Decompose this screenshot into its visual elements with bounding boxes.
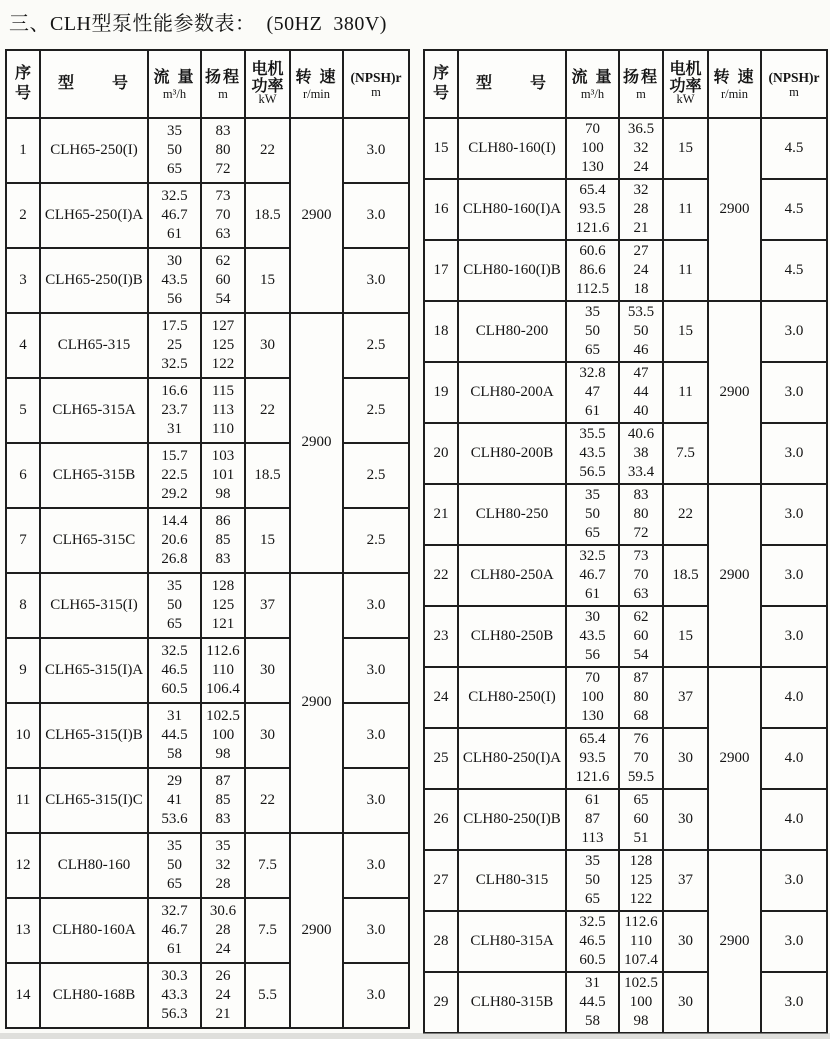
cell-model: CLH65-250(I)	[40, 118, 148, 183]
cell-head: 62 60 54	[619, 606, 663, 667]
cell-model: CLH80-168B	[40, 963, 148, 1028]
table-row	[6, 378, 409, 443]
table-row	[424, 850, 827, 911]
table-row	[424, 972, 827, 1033]
cell-power: 30	[245, 638, 290, 703]
cell-model: CLH80-250B	[458, 606, 566, 667]
table-row	[424, 179, 827, 240]
column-header-speed	[708, 50, 761, 118]
header-label: 扬程	[622, 68, 659, 86]
cell-flow: 65.4 93.5 121.6	[566, 179, 619, 240]
table-row	[424, 240, 827, 301]
cell-flow: 15.7 22.5 29.2	[148, 443, 201, 508]
cell-head: 83 80 72	[201, 118, 245, 183]
cell-index: 4	[6, 313, 40, 378]
cell-flow: 30.3 43.3 56.3	[148, 963, 201, 1028]
cell-model: CLH80-160(I)A	[458, 179, 566, 240]
cell-index: 19	[424, 362, 458, 423]
cell-flow: 30 43.5 56	[566, 606, 619, 667]
cell-npsh: 3.0	[343, 118, 409, 183]
table-row	[6, 638, 409, 703]
cell-flow: 32.5 46.5 60.5	[566, 911, 619, 972]
cell-flow: 70 100 130	[566, 118, 619, 179]
header-label: (NPSH)r	[350, 69, 402, 85]
cell-head: 102.5 100 98	[619, 972, 663, 1033]
column-header-head	[619, 50, 663, 118]
cell-npsh: 2.5	[343, 508, 409, 573]
cell-flow: 29 41 53.6	[148, 768, 201, 833]
cell-speed: 2900	[708, 484, 761, 667]
column-header-flow	[148, 50, 201, 118]
header-unit: kW	[258, 92, 277, 107]
cell-speed: 2900	[708, 301, 761, 484]
header-row	[424, 50, 827, 118]
cell-index: 29	[424, 972, 458, 1033]
pump-table-left	[5, 49, 410, 1029]
cell-npsh: 3.0	[343, 833, 409, 898]
cell-power: 22	[663, 484, 708, 545]
cell-power: 15	[245, 248, 290, 313]
cell-head: 83 80 72	[619, 484, 663, 545]
cell-head: 112.6 110 107.4	[619, 911, 663, 972]
table-row	[424, 362, 827, 423]
cell-flow: 32.8 47 61	[566, 362, 619, 423]
cell-head: 53.5 50 46	[619, 301, 663, 362]
cell-npsh: 3.0	[761, 301, 827, 362]
header-label: 号	[14, 85, 31, 102]
cell-npsh: 3.0	[343, 963, 409, 1028]
column-header-power	[245, 50, 290, 118]
cell-head: 35 32 28	[201, 833, 245, 898]
cell-flow: 32.7 46.7 61	[148, 898, 201, 963]
header-label: (NPSH)r	[768, 69, 820, 85]
cell-head: 40.6 38 33.4	[619, 423, 663, 484]
cell-index: 3	[6, 248, 40, 313]
cell-model: CLH65-250(I)A	[40, 183, 148, 248]
cell-model: CLH80-250A	[458, 545, 566, 606]
cell-speed: 2900	[290, 833, 343, 1028]
cell-model: CLH80-315B	[458, 972, 566, 1033]
cell-model: CLH80-250(I)	[458, 667, 566, 728]
cell-index: 18	[424, 301, 458, 362]
header-label: 流 量	[571, 68, 614, 86]
cell-index: 2	[6, 183, 40, 248]
column-header-model	[40, 50, 148, 118]
table-row	[424, 301, 827, 362]
cell-npsh: 4.5	[761, 118, 827, 179]
cell-model: CLH65-315A	[40, 378, 148, 443]
cell-model: CLH80-160(I)B	[458, 240, 566, 301]
cell-index: 10	[6, 703, 40, 768]
table-row	[6, 248, 409, 313]
cell-npsh: 4.5	[761, 179, 827, 240]
cell-npsh: 3.0	[343, 638, 409, 703]
table-row	[424, 789, 827, 850]
cell-head: 30.6 28 24	[201, 898, 245, 963]
header-unit: m	[371, 84, 381, 99]
cell-npsh: 3.0	[343, 703, 409, 768]
header-unit: kW	[676, 92, 695, 107]
cell-model: CLH80-160A	[40, 898, 148, 963]
cell-index: 14	[6, 963, 40, 1028]
cell-model: CLH80-250(I)A	[458, 728, 566, 789]
header-unit: m	[636, 86, 646, 101]
page-title: 三、CLH型泵性能参数表： (50HZ 380V)	[9, 13, 387, 35]
cell-model: CLH80-315A	[458, 911, 566, 972]
cell-power: 30	[245, 313, 290, 378]
cell-flow: 60.6 86.6 112.5	[566, 240, 619, 301]
cell-power: 11	[663, 362, 708, 423]
cell-power: 15	[245, 508, 290, 573]
cell-power: 7.5	[245, 833, 290, 898]
cell-index: 27	[424, 850, 458, 911]
cell-npsh: 3.0	[761, 484, 827, 545]
cell-head: 115 113 110	[201, 378, 245, 443]
cell-flow: 31 44.5 58	[148, 703, 201, 768]
header-unit: m³/h	[580, 86, 605, 101]
cell-power: 7.5	[663, 423, 708, 484]
cell-power: 30	[663, 972, 708, 1033]
cell-power: 7.5	[245, 898, 290, 963]
cell-head: 127 125 122	[201, 313, 245, 378]
cell-flow: 32.5 46.7 61	[148, 183, 201, 248]
column-header-speed	[290, 50, 343, 118]
cell-speed: 2900	[290, 573, 343, 833]
cell-speed: 2900	[708, 667, 761, 850]
table-row	[424, 545, 827, 606]
column-header-flow	[566, 50, 619, 118]
cell-npsh: 3.0	[761, 911, 827, 972]
header-label: 转 速	[295, 68, 338, 86]
column-header-npsh	[761, 50, 827, 118]
table-row	[424, 484, 827, 545]
cell-index: 23	[424, 606, 458, 667]
header-unit: r/min	[720, 86, 749, 101]
cell-npsh: 3.0	[343, 573, 409, 638]
cell-power: 11	[663, 179, 708, 240]
header-unit: r/min	[302, 86, 331, 101]
cell-npsh: 4.0	[761, 667, 827, 728]
column-header-index	[6, 50, 40, 118]
table-row	[6, 768, 409, 833]
cell-flow: 35 50 65	[148, 118, 201, 183]
header-unit: m	[789, 84, 799, 99]
table-row	[6, 313, 409, 378]
cell-npsh: 4.0	[761, 728, 827, 789]
cell-index: 8	[6, 573, 40, 638]
cell-head: 73 70 63	[201, 183, 245, 248]
cell-npsh: 3.0	[343, 183, 409, 248]
page-edge-shadow	[0, 1033, 830, 1039]
cell-npsh: 3.0	[761, 423, 827, 484]
cell-index: 11	[6, 768, 40, 833]
cell-npsh: 4.0	[761, 789, 827, 850]
cell-head: 128 125 122	[619, 850, 663, 911]
cell-power: 30	[663, 728, 708, 789]
cell-flow: 30 43.5 56	[148, 248, 201, 313]
header-label: 功率	[251, 77, 284, 95]
cell-head: 103 101 98	[201, 443, 245, 508]
cell-index: 5	[6, 378, 40, 443]
cell-speed: 2900	[290, 118, 343, 313]
cell-power: 37	[663, 850, 708, 911]
table-row	[6, 963, 409, 1028]
table-header	[424, 50, 827, 118]
table-row	[6, 118, 409, 183]
table-row	[424, 728, 827, 789]
column-header-index	[424, 50, 458, 118]
cell-head: 27 24 18	[619, 240, 663, 301]
cell-power: 30	[663, 789, 708, 850]
cell-model: CLH80-200	[458, 301, 566, 362]
cell-flow: 32.5 46.5 60.5	[148, 638, 201, 703]
cell-index: 15	[424, 118, 458, 179]
cell-head: 102.5 100 98	[201, 703, 245, 768]
column-header-model	[458, 50, 566, 118]
cell-head: 62 60 54	[201, 248, 245, 313]
cell-head: 47 44 40	[619, 362, 663, 423]
cell-model: CLH65-315	[40, 313, 148, 378]
cell-npsh: 3.0	[343, 898, 409, 963]
cell-model: CLH65-315(I)A	[40, 638, 148, 703]
cell-flow: 35 50 65	[148, 573, 201, 638]
cell-head: 36.5 32 24	[619, 118, 663, 179]
cell-power: 11	[663, 240, 708, 301]
cell-model: CLH80-200B	[458, 423, 566, 484]
cell-model: CLH65-250(I)B	[40, 248, 148, 313]
cell-flow: 35.5 43.5 56.5	[566, 423, 619, 484]
cell-head: 32 28 21	[619, 179, 663, 240]
cell-index: 9	[6, 638, 40, 703]
cell-model: CLH80-250	[458, 484, 566, 545]
table-header	[6, 50, 409, 118]
cell-power: 30	[663, 911, 708, 972]
cell-npsh: 3.0	[761, 545, 827, 606]
tables-container	[5, 49, 830, 1034]
cell-npsh: 3.0	[761, 972, 827, 1033]
cell-index: 22	[424, 545, 458, 606]
cell-head: 73 70 63	[619, 545, 663, 606]
cell-index: 6	[6, 443, 40, 508]
cell-flow: 32.5 46.7 61	[566, 545, 619, 606]
cell-index: 21	[424, 484, 458, 545]
cell-flow: 35 50 65	[566, 850, 619, 911]
table-row	[6, 703, 409, 768]
cell-flow: 35 50 65	[566, 484, 619, 545]
cell-power: 5.5	[245, 963, 290, 1028]
cell-power: 30	[245, 703, 290, 768]
cell-power: 37	[245, 573, 290, 638]
header-label: 电机	[669, 61, 702, 79]
cell-head: 86 85 83	[201, 508, 245, 573]
cell-index: 20	[424, 423, 458, 484]
cell-power: 22	[245, 378, 290, 443]
cell-index: 17	[424, 240, 458, 301]
cell-flow: 65.4 93.5 121.6	[566, 728, 619, 789]
cell-power: 37	[663, 667, 708, 728]
cell-npsh: 2.5	[343, 378, 409, 443]
cell-npsh: 3.0	[343, 768, 409, 833]
cell-model: CLH80-315	[458, 850, 566, 911]
cell-model: CLH80-160	[40, 833, 148, 898]
cell-power: 18.5	[245, 443, 290, 508]
cell-index: 26	[424, 789, 458, 850]
column-header-head	[201, 50, 245, 118]
cell-flow: 70 100 130	[566, 667, 619, 728]
table-row	[6, 898, 409, 963]
cell-flow: 31 44.5 58	[566, 972, 619, 1033]
cell-model: CLH65-315B	[40, 443, 148, 508]
cell-speed: 2900	[708, 850, 761, 1033]
header-unit: m	[218, 86, 228, 101]
header-label: 转 速	[713, 68, 756, 86]
header-label: 扬程	[204, 68, 241, 86]
table-row	[6, 573, 409, 638]
cell-npsh: 3.0	[343, 248, 409, 313]
cell-index: 1	[6, 118, 40, 183]
cell-index: 25	[424, 728, 458, 789]
table-row	[424, 423, 827, 484]
header-label: 流 量	[153, 68, 196, 86]
cell-flow: 14.4 20.6 26.8	[148, 508, 201, 573]
table-row	[6, 508, 409, 573]
cell-power: 15	[663, 606, 708, 667]
cell-model: CLH65-315(I)	[40, 573, 148, 638]
cell-power: 15	[663, 301, 708, 362]
header-label: 电机	[251, 61, 284, 79]
cell-model: CLH80-200A	[458, 362, 566, 423]
header-label: 功率	[669, 77, 702, 95]
cell-speed: 2900	[708, 118, 761, 301]
cell-index: 28	[424, 911, 458, 972]
cell-head: 26 24 21	[201, 963, 245, 1028]
column-header-power	[663, 50, 708, 118]
header-row	[6, 50, 409, 118]
cell-model: CLH65-315C	[40, 508, 148, 573]
cell-flow: 61 87 113	[566, 789, 619, 850]
cell-head: 76 70 59.5	[619, 728, 663, 789]
header-label: 序	[14, 65, 31, 83]
header-unit: m³/h	[162, 86, 187, 101]
table-row	[6, 183, 409, 248]
cell-power: 22	[245, 118, 290, 183]
cell-flow: 17.5 25 32.5	[148, 313, 201, 378]
cell-flow: 35 50 65	[566, 301, 619, 362]
table-row	[424, 606, 827, 667]
cell-index: 7	[6, 508, 40, 573]
cell-index: 12	[6, 833, 40, 898]
table-body	[424, 118, 827, 1033]
cell-npsh: 2.5	[343, 313, 409, 378]
cell-power: 18.5	[245, 183, 290, 248]
cell-npsh: 3.0	[761, 362, 827, 423]
cell-index: 13	[6, 898, 40, 963]
cell-npsh: 4.5	[761, 240, 827, 301]
header-label: 号	[432, 85, 449, 102]
cell-head: 112.6 110 106.4	[201, 638, 245, 703]
cell-power: 18.5	[663, 545, 708, 606]
header-label: 序	[432, 65, 449, 83]
cell-speed: 2900	[290, 313, 343, 573]
cell-model: CLH80-160(I)	[458, 118, 566, 179]
table-row	[424, 118, 827, 179]
table-body	[6, 118, 409, 1028]
cell-head: 65 60 51	[619, 789, 663, 850]
cell-index: 16	[424, 179, 458, 240]
table-row	[6, 833, 409, 898]
column-header-npsh	[343, 50, 409, 118]
cell-npsh: 3.0	[761, 606, 827, 667]
cell-model: CLH80-250(I)B	[458, 789, 566, 850]
cell-power: 15	[663, 118, 708, 179]
cell-npsh: 3.0	[761, 850, 827, 911]
cell-model: CLH65-315(I)C	[40, 768, 148, 833]
cell-head: 87 80 68	[619, 667, 663, 728]
cell-power: 22	[245, 768, 290, 833]
table-row	[6, 443, 409, 508]
header-label: 型 号	[475, 75, 548, 93]
table-row	[424, 911, 827, 972]
cell-head: 87 85 83	[201, 768, 245, 833]
cell-flow: 16.6 23.7 31	[148, 378, 201, 443]
cell-head: 128 125 121	[201, 573, 245, 638]
header-label: 型 号	[57, 75, 130, 93]
cell-index: 24	[424, 667, 458, 728]
cell-model: CLH65-315(I)B	[40, 703, 148, 768]
cell-npsh: 2.5	[343, 443, 409, 508]
pump-table-right	[423, 49, 828, 1034]
table-row	[424, 667, 827, 728]
cell-flow: 35 50 65	[148, 833, 201, 898]
